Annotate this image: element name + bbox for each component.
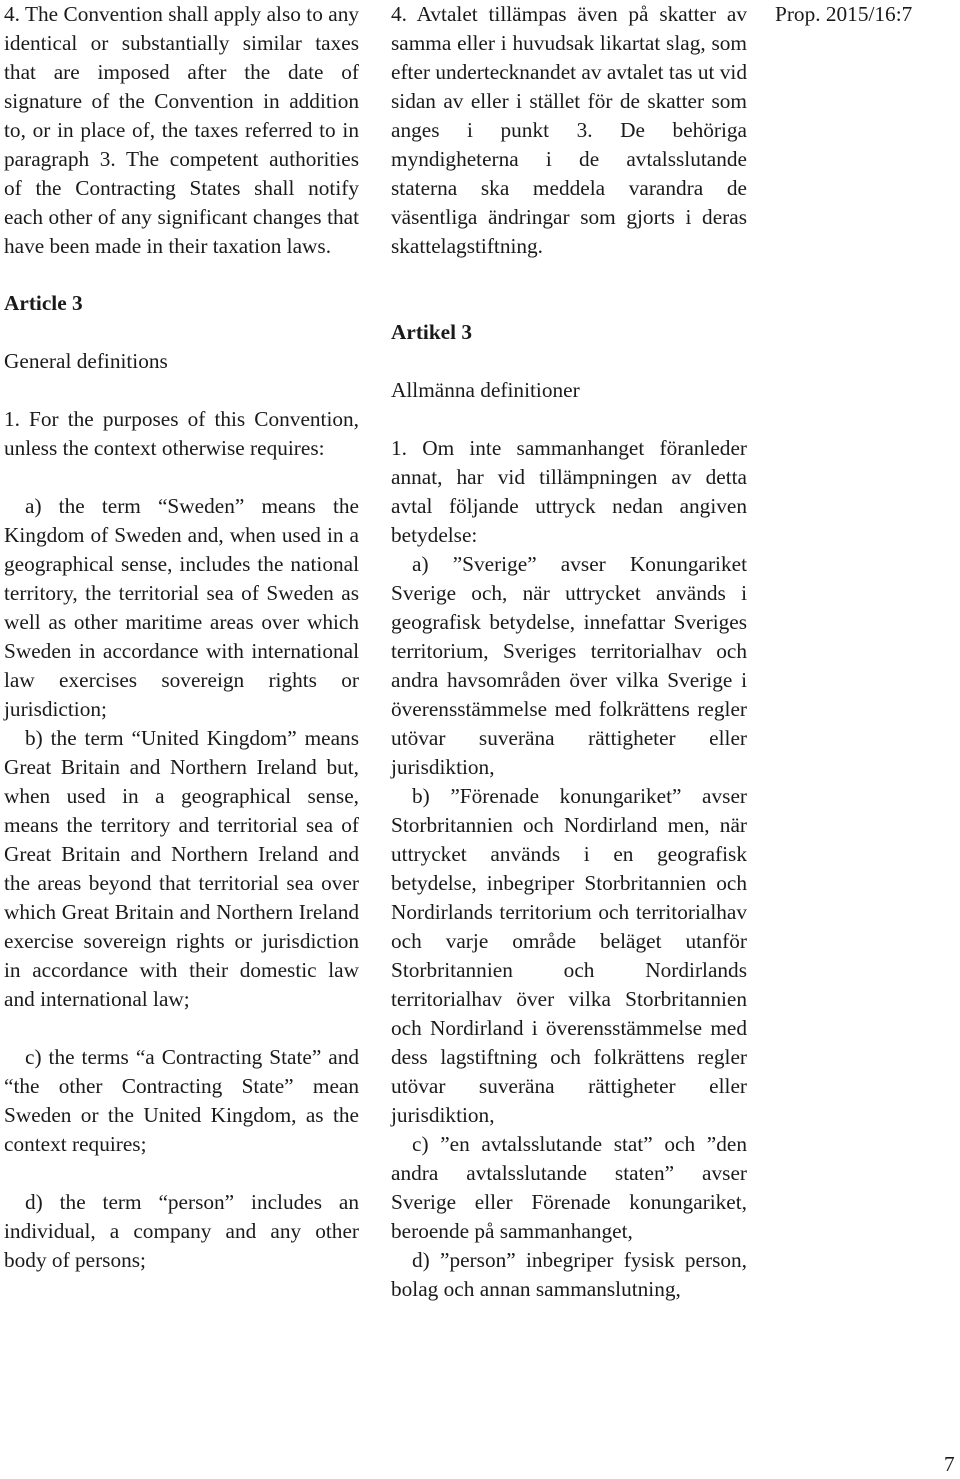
swedish-column [391, 0, 747, 1304]
en-paragraph-1-intro: 1. For the purposes of this Convention, unless the context otherwise requires: [4, 407, 359, 460]
sv-paragraph-4: 4. Avtalet tillämpas även på skatter av samma eller i huvudsak likartat slag, som efter undertecknandet av avtalet tas ut vid sidan av eller i stället för de skatter som anges i punkt 3. De behöriga myndigheterna i de avtalsslutande staterna ska meddela varandra de väsentliga ändringar som gjorts i deras skattelagstiftning. [391, 2, 747, 258]
en-item-b: b) the term “United Kingdom” means Great Britain and Northern Ireland but, when used in a geographical sense, means the territory and territorial sea of Great Britain and Northern Ireland and the areas beyond that territorial sea over which Great Britain and Northern Ireland exercise sovereign rights or jurisdiction in accordance with their domestic law and international law; [4, 726, 359, 1011]
sv-item-d: d) ”person” inbegriper fysisk person, bolag och annan sammanslutning, [391, 1248, 747, 1301]
en-item-c: c) the terms “a Contracting State” and “the other Contracting State” mean Sweden or the United Kingdom, as the context requires; [4, 1045, 359, 1156]
sv-item-c: c) ”en avtalsslutande stat” och ”den andra avtalsslutande staten” avser Sverige eller Förenade konungariket, beroende på sammanhanget, [391, 1132, 747, 1243]
english-column [4, 0, 359, 1275]
en-item-a: a) the term “Sweden” means the Kingdom of Sweden and, when used in a geographical sense, includes the national territory, the territorial sea of Sweden as well as other maritime areas over which Sweden in accordance with international law exercises sovereign rights or jurisdiction; [4, 494, 359, 721]
sv-paragraph-1-intro: 1. Om inte sammanhanget föranleder annat, har vid tillämpningen av detta avtal följande uttryck nedan angiven betydelse: [391, 436, 747, 547]
sv-item-a: a) ”Sverige” avser Konungariket Sverige och, när uttrycket används i geografisk betydelse, innefattar Sveriges territorium, Sveriges territorialhav och andra havsområden över vilka Sverige i överensstämmelse med folkrättens regler utövar suveräna rättigheter eller jurisdiktion, [391, 552, 747, 779]
proposition-reference: Prop. 2015/16:7 [775, 2, 913, 26]
en-article-title: Article 3 [4, 291, 83, 315]
en-paragraph-4: 4. The Convention shall apply also to any identical or substantially similar taxes that are imposed after the date of signature of the Convention in addition to, or in place of, the taxes referred to in paragraph 3. The competent authorities of the Contracting States shall notify each other of any significant changes that have been made in their taxation laws. [4, 2, 359, 258]
page-number: 7 [944, 1452, 955, 1476]
sv-article-title: Artikel 3 [391, 320, 473, 344]
en-item-d: d) the term “person” includes an individual, a company and any other body of persons; [4, 1190, 359, 1272]
sv-item-b: b) ”Förenade konungariket” avser Storbritannien och Nordirland men, när uttrycket används i en geografisk betydelse, inbegriper Storbritannien och Nordirlands territorium och territorialhav och varje område beläget utanför Storbritannien och Nordirlands territorialhav över vilka Storbritannien och Nordirland i överensstämmelse med dess lagstiftning och folkrättens regler utövar suveräna rättigheter eller jurisdiktion, [391, 784, 747, 1127]
en-article-subtitle: General definitions [4, 349, 168, 373]
sv-article-subtitle: Allmänna definitioner [391, 378, 580, 402]
